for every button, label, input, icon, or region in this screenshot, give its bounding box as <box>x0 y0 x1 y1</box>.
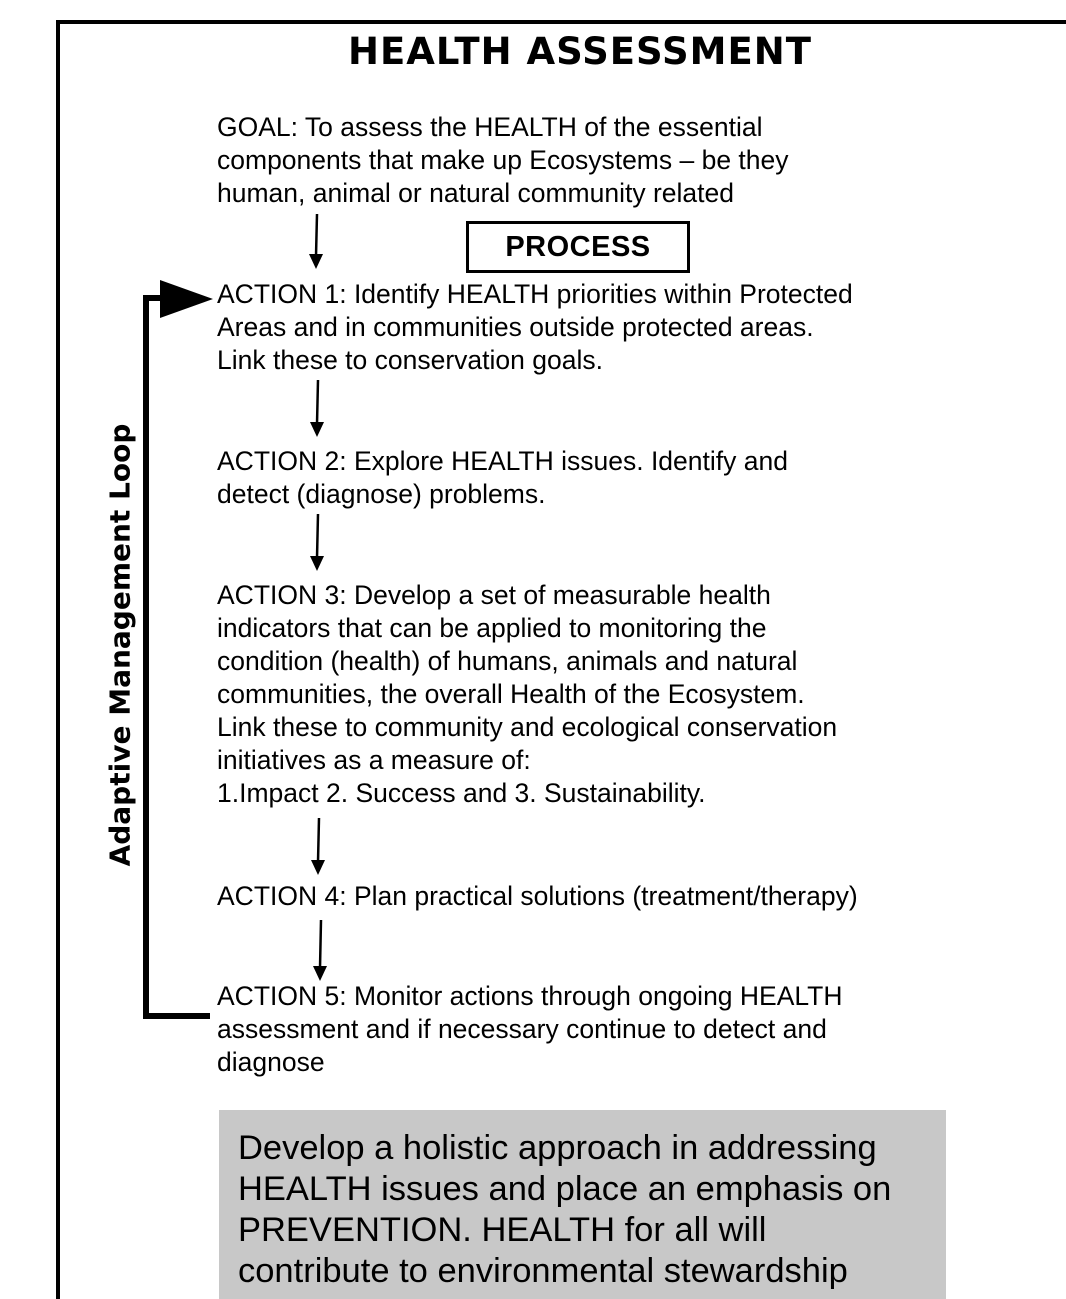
action-5-text: ACTION 5: Monitor actions through ongoing HEALTH assessment and if necessary continue to detect and diagnose <box>217 981 843 1077</box>
arrow-action1-to-action2 <box>307 380 327 438</box>
action-2-text: ACTION 2: Explore HEALTH issues. Identify and detect (diagnose) problems. <box>217 446 788 509</box>
arrow-action2-to-action3 <box>307 514 327 572</box>
action-3-text: ACTION 3: Develop a set of measurable health indicators that can be applied to monitoring the condition (health) of humans, animals and natural communities, the overall Health of the Ecosystem. Link these to community and ecological conservation initiatives as a measure of: 1.Impact 2. Success and 3. Sustainability. <box>217 580 838 808</box>
action-4-text: ACTION 4: Plan practical solutions (treatment/therapy) <box>217 881 858 911</box>
summary-box <box>219 1110 946 1299</box>
arrow-action3-to-action4 <box>308 818 328 876</box>
goal-text: GOAL: To assess the HEALTH of the essential components that make up Ecosystems – be they human, animal or natural community related <box>217 112 789 208</box>
adaptive-loop-label: Adaptive Management Loop <box>103 423 137 867</box>
action-1-text: ACTION 1: Identify HEALTH priorities within Protected Areas and in communities outside protected areas. Link these to conservation goals. <box>217 279 853 375</box>
arrow-goal-to-action1 <box>306 214 326 270</box>
process-box: PROCESS <box>466 221 690 273</box>
diagram-title: HEALTH ASSESSMENT <box>348 30 812 73</box>
arrow-action4-to-action5 <box>310 920 330 982</box>
summary-text: Develop a holistic approach in addressing HEALTH issues and place an emphasis on PREVENTION. HEALTH for all will contribute to environmental stewardship <box>238 1129 892 1290</box>
